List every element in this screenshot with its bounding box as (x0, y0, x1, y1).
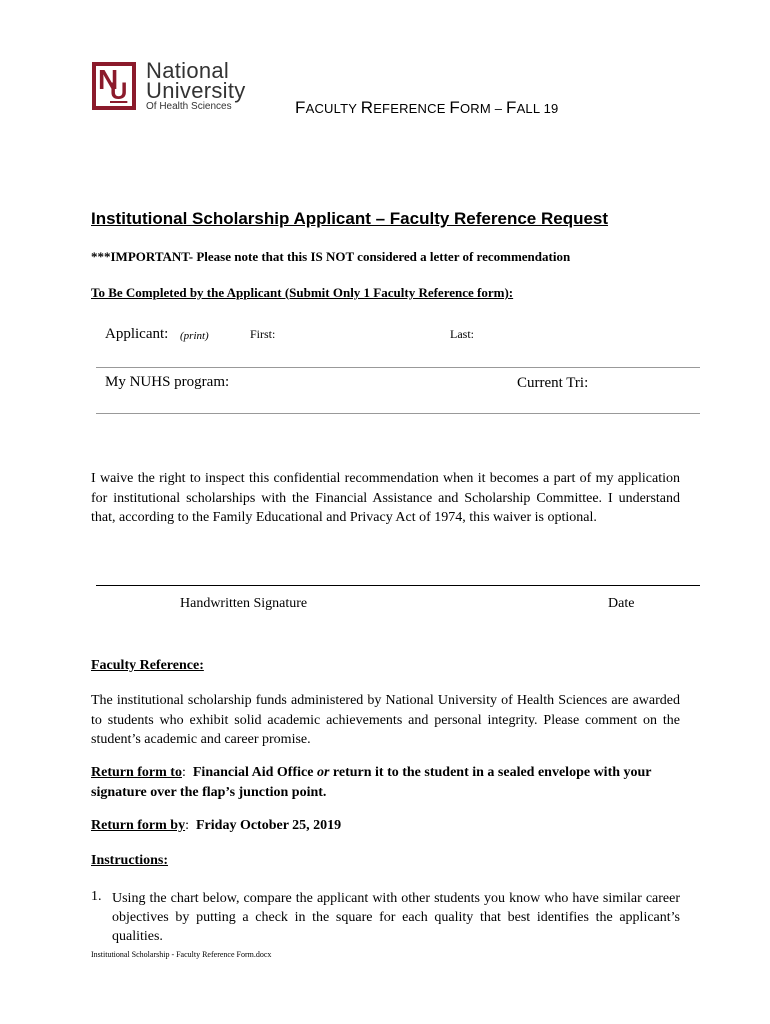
form-title: FACULTY REFERENCE FORM – FALL 19 (295, 98, 559, 117)
first-name-label: First: (250, 327, 276, 341)
faculty-reference-paragraph: The institutional scholarship funds administered by National University of Health Sciences are awarded to students who exhibit solid academic achievements and personal integrity. Please comment on the student’s academic and career promise. (91, 693, 680, 747)
waiver-paragraph: I waive the right to inspect this confidential recommendation when it becomes a part of my application for institutional scholarships with the Financial Assistance and Scholarship Committee. I understand that, according to the Family Educational and Privacy Act of 1974, this waiver is optional. (91, 471, 680, 525)
date-label: Date (608, 596, 635, 611)
return-by-deadline: Return form by: Friday October 25, 2019 (91, 818, 342, 833)
nu-logo-mark: N U (92, 62, 136, 110)
footer-filename: Institutional Scholarship - Faculty Reference Form.docx (91, 950, 272, 959)
nuhs-logo (92, 60, 267, 112)
program-line[interactable] (96, 413, 700, 414)
important-note: ***IMPORTANT- Please note that this IS NOT considered a letter of recommendation (91, 249, 571, 264)
logo-line-2: University (146, 78, 246, 103)
signature-label: Handwritten Signature (180, 596, 308, 611)
applicant-section-heading: To Be Completed by the Applicant (Submit Only 1 Faculty Reference form): (91, 285, 514, 300)
section-title: Institutional Scholarship Applicant – Faculty Reference Request (91, 209, 609, 228)
print-label: (print) (180, 330, 209, 342)
logo-line-1: National (146, 58, 230, 83)
logo-line-3: Of Health Sciences (146, 101, 232, 112)
applicant-label: Applicant: (105, 326, 169, 342)
instructions-heading: Instructions: (91, 853, 169, 868)
program-label: My NUHS program: (105, 374, 230, 390)
current-tri-label: Current Tri: (517, 375, 589, 391)
faculty-reference-heading: Faculty Reference: (91, 658, 204, 673)
signature-line[interactable] (96, 585, 700, 586)
last-name-label: Last: (450, 327, 474, 341)
applicant-name-line[interactable] (96, 367, 700, 368)
instruction-number: 1. (91, 889, 102, 904)
return-to-instructions: Return form to: Financial Aid Office or return it to the student in a sealed envelope with your signature over the flap’s junction point. (91, 765, 652, 800)
instruction-item: Using the chart below, compare the applicant with other students you know who have similar career objectives by putting a check in the square for each quality that best identifies the applicant’s qualities. (112, 891, 680, 944)
